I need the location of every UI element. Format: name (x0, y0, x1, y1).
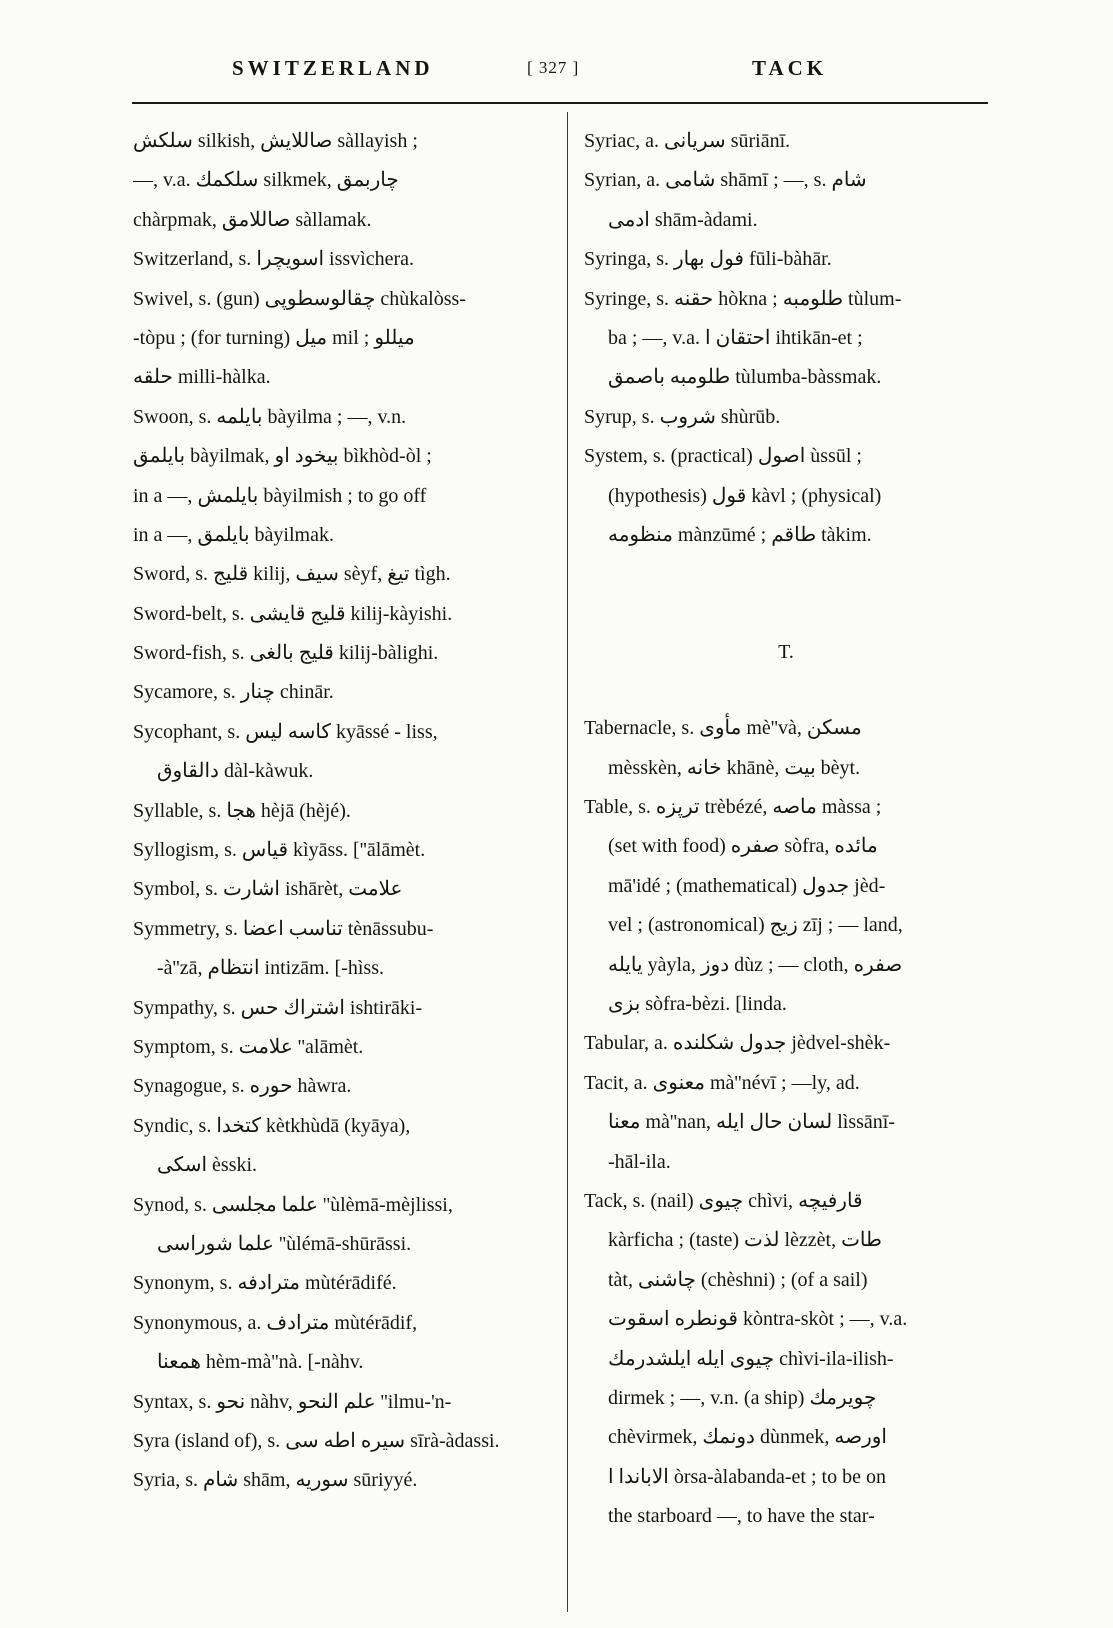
entry-line: Syntax, s. نحو nàhv, علم النحو ''ilmu-'n- (133, 1390, 452, 1413)
entry-line: chàrpmak, صاللامق sàllamak. (133, 208, 372, 231)
entry-line: (hypothesis) قول kàvl ; (physical) (608, 484, 882, 507)
entry-line: Syllogism, s. قياس kìyāss. [''ālāmèt. (133, 839, 426, 862)
entry-line: -à''zā, انتظام intizām. [-hìss. (157, 957, 384, 980)
entry-line: Sword-belt, s. قليج قايشى kilij-kàyishi. (133, 602, 453, 625)
entry-line: Sycamore, s. چنار chinār. (133, 681, 334, 704)
entry-line: بزى sòfra-bèzi. [linda. (608, 993, 787, 1016)
entry-line: dirmek ; —, v.n. (a ship) چويرمك (608, 1386, 877, 1409)
entry-line: بايلمق bàyilmak, بيخود او bìkhòd-òl ; (133, 445, 432, 468)
entry-line: Tabular, a. جدول شكلنده jèdvel-shèk- (584, 1032, 891, 1055)
entry-line: حلقه milli-hàlka. (133, 366, 271, 389)
entry-line: طلومبه باصمق tùlumba-bàssmak. (608, 366, 882, 389)
entry-line: Symptom, s. علامت ''alāmèt. (133, 1035, 364, 1058)
entry-line: Synonym, s. مترادفه mùtérādifé. (133, 1272, 397, 1295)
entry-line: Syra (island of), s. سيره اطه سى sīrà-àdassi. (133, 1429, 500, 1452)
entry-line: vel ; (astronomical) زيج zīj ; — land, (608, 914, 903, 937)
entry-line: چيوى ايله ايلشدرمك chìvi-ila-ilish- (608, 1347, 894, 1370)
page-number: [ 327 ] (527, 58, 580, 77)
entry-line: in a —, بايلمق bàyilmak. (133, 523, 334, 546)
entry-line: Syria, s. شام shām, سوريه sūriyyé. (133, 1469, 418, 1492)
entry-line: (set with food) صفره sòfra, مائده (608, 835, 878, 858)
entry-line: -tòpu ; (for turning) ميل mil ; ميللو (133, 326, 415, 349)
entry-line: Sword-fish, s. قليج بالغى kilij-bàlighi. (133, 642, 439, 665)
entry-line: Tacit, a. معنوى mà''névī ; —ly, ad. (584, 1071, 860, 1094)
entry-line: mā'idé ; (mathematical) جدول jèd- (608, 874, 886, 897)
entry-line: Syndic, s. كتخدا kètkhùdā (kyāya), (133, 1114, 411, 1137)
entry-line: System, s. (practical) اصول ùssūl ; (584, 445, 862, 468)
entry-line: Switzerland, s. اسويچرا issvìchera. (133, 248, 415, 271)
left-column (133, 122, 551, 1501)
header-last-word: TACK (752, 56, 828, 80)
entry-line: قونطره اسقوت kòntra-skòt ; —, v.a. (608, 1308, 908, 1331)
page-header (132, 56, 988, 90)
entry-line: tàt, چاشنى (chèshni) ; (of a sail) (608, 1268, 868, 1291)
entry-line: علما شوراسى ''ùlémā-shūrāssi. (157, 1232, 412, 1255)
header-first-word: SWITZERLAND (232, 56, 434, 80)
entry-line: in a —, بايلمش bàyilmish ; to go off (133, 484, 427, 507)
entry-line: معنا mà''nan, لسان حال ايله lìssānī- (608, 1111, 895, 1134)
entry-line: Sycophant, s. كاسه ليس kyāssé - liss, (133, 720, 438, 743)
entry-line: chèvirmek, دونمك dùnmek, اورصه (608, 1426, 887, 1449)
entry-line: Syriac, a. سريانى sūriānī. (584, 130, 791, 152)
entry-line: Table, s. ترپزه trèbézé, ماصه màssa ; (584, 796, 882, 819)
entry-line: the starboard —, to have the star- (608, 1505, 875, 1528)
entry-line: الاباندا ا òrsa-àlabanda-et ; to be on (608, 1465, 886, 1488)
entry-line: Syrup, s. شروب shùrūb. (584, 405, 781, 428)
entry-line: Symbol, s. اشارت ishārèt, علامت (133, 878, 403, 901)
entry-line: Swoon, s. بايلمه bàyilma ; —, v.n. (133, 405, 407, 428)
section-letter-heading: T. (778, 641, 794, 664)
entry-line: اسكى èsski. (157, 1154, 258, 1177)
entry-line: سلكش silkish, صاللايش sàllayish ; (133, 130, 418, 152)
entry-line: يايله yàyla, دوز dùz ; — cloth, صفره (608, 953, 903, 976)
entry-line: Sword, s. قليج kilij, سيف sèyf, تيغ tìgh. (133, 563, 451, 586)
entry-line: Synonymous, a. مترادف mùtérādif, (133, 1311, 418, 1334)
entry-line: kàrficha ; (taste) لذت lèzzèt, طات (608, 1229, 882, 1252)
entry-line: Synod, s. علما مجلسى ''ùlèmā-mèjlissi, (133, 1193, 453, 1216)
entry-line: Syrian, a. شامى shāmī ; —, s. شام (584, 169, 867, 192)
entry-line: Symmetry, s. تناسب اعضا tènāssubu- (133, 917, 434, 940)
entry-line: Syringa, s. فول بهار fūli-bàhār. (584, 248, 832, 271)
column-divider (567, 112, 568, 1612)
entry-line: Synagogue, s. حوره hàwra. (133, 1075, 352, 1098)
right-column (584, 122, 988, 1537)
entry-line: Syllable, s. هجا hèjā (hèjé). (133, 799, 351, 822)
entry-line: ادمى shām-àdami. (608, 208, 758, 231)
entry-line: Syringe, s. حقنه hòkna ; طلومبه tùlum- (584, 287, 902, 310)
entry-line: دالقاوق dàl-kàwuk. (157, 760, 314, 783)
entry-line: Tack, s. (nail) چيوى chìvi, قارفيچه (584, 1189, 863, 1212)
entry-line: Swivel, s. (gun) چقالوسطوپى chùkalòss- (133, 287, 466, 310)
entry-line: -hāl-ila. (608, 1150, 671, 1173)
header-rule (132, 102, 988, 104)
entry-line: منظومه mànzūmé ; طاقم tàkim. (608, 523, 872, 546)
entry-line: Tabernacle, s. مأوى mè''và, مسكن (584, 717, 862, 740)
entry-line: ba ; —, v.a. احتقان ا ihtikān-et ; (608, 326, 863, 349)
entry-line: —, v.a. سلكمك silkmek, چاربمق (133, 169, 399, 192)
entry-line: همعنا hèm-mà''nà. [-nàhv. (157, 1351, 364, 1374)
entry-line: mèsskèn, خانه khānè, بيت bèyt. (608, 756, 861, 779)
entry-line: Sympathy, s. اشتراك حس ishtirāki- (133, 996, 423, 1019)
